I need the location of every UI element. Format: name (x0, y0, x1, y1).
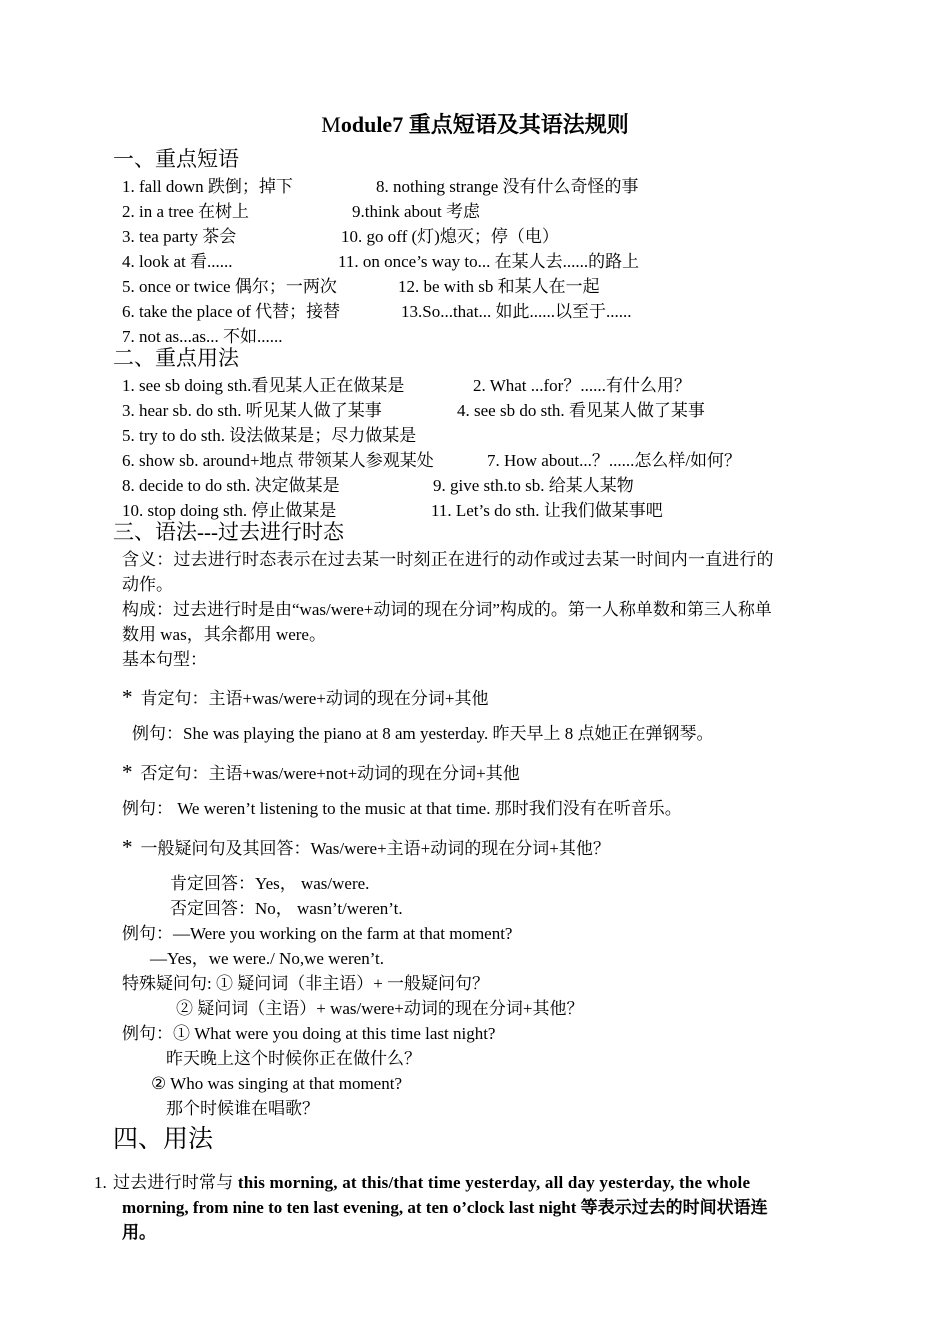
affirmative-text: 肯定句：主语+was/were+动词的现在分词+其他 (140, 689, 489, 708)
special-question-1: 特殊疑问句: ① 疑问词（非主语）+ 一般疑问句？ (122, 974, 490, 993)
section2-heading: 二、重点用法 (113, 346, 239, 370)
title-prefix: M (321, 112, 341, 137)
phrase-13: 13.So...that... 如此......以至于...... (401, 302, 632, 321)
affirmative-pattern (122, 685, 488, 711)
usage-2: 2. What ...for？......有什么用？ (473, 376, 691, 395)
question-example-1: 例句：—Were you working on the farm at that moment? (122, 924, 513, 943)
usage-10: 10. stop doing sth. 停止做某是 (122, 501, 337, 520)
no-answer: 否定回答：No， wasn’t/weren’t. (170, 899, 403, 918)
negative-pattern (122, 760, 520, 786)
section3-heading: 三、语法---过去进行时态 (113, 520, 344, 544)
usage-8: 8. decide to do sth. 决定做某是 (122, 476, 340, 495)
star-bullet: * (122, 835, 133, 859)
usage-item-1-lead: 过去进行时常与 (113, 1173, 234, 1192)
usage-item-1-number: 1. (94, 1173, 107, 1192)
phrase-12: 12. be with sb 和某人在一起 (398, 277, 600, 296)
basic-patterns-label: 基本句型： (122, 650, 207, 669)
question-example-2: —Yes，we were./ No,we weren’t. (150, 949, 385, 968)
phrase-5: 5. once or twice 偶尔；一两次 (122, 277, 337, 296)
usage-item-1-line-2: morning, from nine to ten last evening, at ten o’clock last night 等表示过去的时间状语连 (122, 1198, 768, 1217)
page-title (0, 110, 950, 140)
affirmative-example: 例句：She was playing the piano at 8 am yesterday. 昨天早上 8 点她正在弹钢琴。 (132, 724, 714, 743)
usage-4: 4. see sb do sth. 看见某人做了某事 (457, 401, 705, 420)
yes-answer: 肯定回答：Yes， was/were. (170, 874, 370, 893)
question-pattern (122, 835, 610, 861)
star-bullet: * (122, 760, 133, 784)
special-example-1-translation: 昨天晚上这个时候你正在做什么？ (166, 1049, 421, 1068)
special-question-2: ② 疑问词（主语）+ was/were+动词的现在分词+其他？ (176, 999, 584, 1018)
usage-3: 3. hear sb. do sth. 听见某人做了某事 (122, 401, 382, 420)
star-bullet: * (122, 685, 133, 709)
phrase-11: 11. on once’s way to... 在某人去......的路上 (338, 252, 640, 271)
special-example-2-translation: 那个时候谁在唱歌？ (166, 1099, 319, 1118)
usage-item-1-line-3: 用。 (122, 1223, 156, 1242)
form-line-1: 构成：过去进行时是由“was/were+动词的现在分词”构成的。第一人称单数和第三人称单 (122, 600, 772, 619)
usage-5: 5. try to do sth. 设法做某是；尽力做某是 (122, 426, 417, 445)
usage-item-1-bold-1: this morning, at this/that time yesterday, all day yesterday, the whole (233, 1173, 751, 1192)
section1-heading: 一、重点短语 (113, 147, 239, 171)
meaning-line-1: 含义：过去进行时态表示在过去某一时刻正在进行的动作或过去某一时间内一直进行的 (122, 550, 774, 569)
phrase-6: 6. take the place of 代替；接替 (122, 302, 341, 321)
special-example-2: ② Who was singing at that moment? (151, 1074, 402, 1093)
phrase-3: 3. tea party 茶会 (122, 227, 237, 246)
negative-example: 例句： We weren’t listening to the music at that time. 那时我们没有在听音乐。 (122, 799, 682, 818)
meaning-line-2: 动作。 (122, 575, 173, 594)
usage-item-1-line-1 (113, 1170, 750, 1195)
usage-7: 7. How about...？......怎么样/如何？ (487, 451, 742, 470)
special-example-1: 例句：① What were you doing at this time last night? (122, 1024, 496, 1043)
title-rest: odule7 重点短语及其语法规则 (340, 112, 629, 137)
phrase-10: 10. go off (灯)熄灭；停（电） (341, 227, 559, 246)
phrase-7: 7. not as...as... 不如...... (122, 327, 283, 346)
usage-9: 9. give sth.to sb. 给某人某物 (433, 476, 634, 495)
negative-text: 否定句：主语+was/were+not+动词的现在分词+其他 (140, 764, 520, 783)
question-text: 一般疑问句及其回答：Was/were+主语+动词的现在分词+其他？ (140, 839, 610, 858)
section4-heading: 四、用法 (113, 1126, 214, 1153)
phrase-2: 2. in a tree 在树上 (122, 202, 249, 221)
usage-6: 6. show sb. around+地点 带领某人参观某处 (122, 451, 434, 470)
phrase-8: 8. nothing strange 没有什么奇怪的事 (376, 177, 639, 196)
usage-1: 1. see sb doing sth.看见某人正在做某是 (122, 376, 405, 395)
phrase-9: 9.think about 考虑 (352, 202, 480, 221)
phrase-4: 4. look at 看...... (122, 252, 233, 271)
form-line-2: 数用 was，其余都用 were。 (122, 625, 326, 644)
phrase-1: 1. fall down 跌倒；掉下 (122, 177, 293, 196)
usage-11: 11. Let’s do sth. 让我们做某事吧 (431, 501, 663, 520)
